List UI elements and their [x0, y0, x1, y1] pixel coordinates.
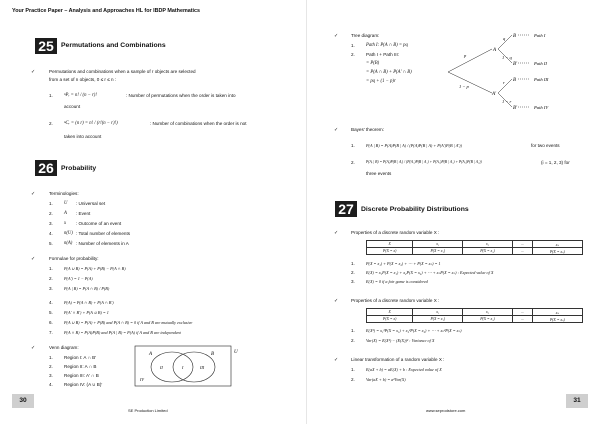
check-icon: ✓: [334, 127, 339, 133]
paragraph-line: : Number of combinations when the order is not: [150, 121, 247, 126]
tree-label-p: p: [464, 53, 467, 58]
table-header-cell: xₙ: [532, 309, 582, 316]
venn-label-b: B: [211, 352, 215, 357]
check-icon: ✓: [334, 230, 339, 236]
paragraph-line: taken into account: [64, 134, 102, 139]
venn-region-ii: II: [160, 365, 163, 370]
list-item-text: P(A | B) = P(A ∩ B) / P(B): [64, 286, 110, 291]
paragraph-line: account: [64, 104, 81, 109]
formula-note: for two events: [531, 143, 560, 148]
path-label: Path I: [534, 33, 546, 38]
list-heading: Tree diagram:: [351, 33, 380, 38]
list-number: 2.: [49, 121, 53, 126]
list-item-text: P(A′ ∩ B′) + P(A ∪ B) = 1: [64, 310, 109, 315]
check-icon: ✓: [31, 345, 36, 351]
tree-diagram: [446, 26, 594, 118]
tree-node-a: A: [493, 48, 497, 53]
list-number: 2.: [351, 270, 355, 275]
list-item-text: Region I: A ∩ B′: [64, 355, 96, 360]
list-number: 3.: [49, 373, 53, 378]
formula: ⁿPᵣ = n! / (n − r)!: [64, 93, 97, 98]
formula: = P(A ∩ B) + P(A′ ∩ B): [366, 70, 412, 75]
list-item-text: : Event: [76, 211, 91, 216]
venn-region-iii: III: [200, 365, 205, 370]
list-item-text: Var(aX + b) = a²Var(X): [366, 377, 406, 382]
formula-note: three events: [366, 171, 392, 176]
check-icon: ✓: [334, 357, 339, 363]
list-item-text: : Total number of elements: [76, 231, 131, 236]
list-number: 2.: [351, 52, 355, 57]
table-header-cell: x₂: [463, 309, 513, 316]
path-label: Path III: [534, 77, 549, 82]
table-cell: P(X = x₁): [413, 316, 463, 323]
formula: = P(B): [366, 61, 380, 66]
check-icon: ✓: [334, 298, 339, 304]
list-item-text: P(A ∪ B) = P(A) + P(B) − P(A ∩ B): [64, 266, 126, 271]
list-item-text: P(A ∩ B) = P(A)P(B) and P(A | B) = P(A) if A and B are independent: [64, 330, 181, 335]
formula: = pq + (1 − p)r: [366, 79, 396, 84]
table-cell: P(X = x₁): [413, 248, 463, 255]
list-item-text: E(X) = x₁P(X = x₁) + x₂P(X = x₂) + ⋯ + xₙP(X = xₙ) : Expected value of X: [366, 270, 494, 275]
list-item-text: : Outcome of an event: [76, 221, 122, 226]
list-number: 2.: [351, 160, 355, 165]
page-number-right: 31: [566, 394, 588, 408]
check-icon: ✓: [31, 191, 36, 197]
venn-region-i: I: [182, 365, 184, 370]
list-item-text: P(X = x₁) + P(X = x₂) + ⋯ + P(X = xₙ) = 1: [366, 261, 441, 266]
footer-website: www.seprodstore.com: [426, 408, 466, 413]
list-number: 4.: [49, 231, 53, 236]
list-number: 1.: [351, 261, 355, 266]
list-item-text: Var(X) = E(X²) − (E(X))² : Variance of X: [366, 338, 435, 343]
list-item-text: Region III: A′ ∩ B: [64, 373, 99, 378]
set-a-circle: [151, 352, 193, 382]
formula: Path I: P(A ∩ B) = pq: [366, 43, 408, 48]
list-number: 3.: [49, 221, 53, 226]
section-number-badge: 27: [335, 201, 357, 217]
venn-label-a: A: [149, 352, 153, 357]
list-number: 4.: [49, 382, 53, 387]
list-number: 2.: [49, 211, 53, 216]
list-number: 1.: [351, 367, 355, 372]
paragraph-line: from a set of n objects, 0 ≤ r ≤ n :: [49, 77, 117, 82]
list-number: 2.: [49, 364, 53, 369]
tree-label-1-q: 1 − q: [502, 55, 512, 60]
term-symbol: n(U): [64, 231, 73, 236]
table-header-cell: x₁: [413, 309, 463, 316]
list-number: 2.: [351, 338, 355, 343]
probability-table: [366, 240, 583, 255]
paragraph-line: Permutations and combinations when a sample of r objects are selected: [49, 69, 196, 74]
term-symbol: x: [64, 221, 67, 226]
list-heading: Venn diagram:: [49, 345, 79, 350]
page-number-left: 30: [12, 394, 34, 408]
list-item-text: P(A) = P(A ∩ B) + P(A ∩ B′): [64, 300, 114, 305]
list-item-text: : Number of elements in A: [76, 241, 129, 246]
list-item-text: E(aX + b) = aE(X) + b : Expected value of X: [366, 367, 442, 372]
formula: Path I + Path III:: [366, 52, 400, 57]
tree-label-q: q: [503, 36, 506, 41]
tree-label-1-p: 1 − p: [459, 84, 469, 89]
list-number: 6.: [49, 320, 53, 325]
path-label: Path II: [534, 61, 547, 66]
table-header-cell: x₁: [413, 241, 463, 248]
table-cell: ...: [512, 248, 532, 255]
list-number: 5.: [49, 310, 53, 315]
set-b-circle: [173, 352, 215, 382]
paragraph-line: : Number of permutations when the order is taken into: [126, 93, 236, 98]
tree-node-a-prime: A′: [492, 92, 497, 97]
list-number: 1.: [49, 266, 53, 271]
table-cell: P(X = xₙ): [532, 248, 582, 255]
term-symbol: n(A): [64, 241, 73, 246]
table-header-cell: xₙ: [532, 241, 582, 248]
list-number: 1.: [351, 43, 355, 48]
tree-node-b-prime: B′: [513, 62, 518, 67]
list-number: 7.: [49, 330, 53, 335]
tree-node-b: B: [513, 78, 517, 83]
table-cell: ...: [512, 316, 532, 323]
table-header-cell: X: [367, 309, 413, 316]
check-icon: ✓: [31, 69, 36, 75]
formula: P(Aᵢ | B) = P(Aᵢ)P(B | Aᵢ) / (P(A₁)P(B | A₁) + P(A₂)P(B | A₂) + P(A₃)P(B | A₃)): [366, 160, 482, 164]
venn-diagram: [134, 345, 242, 387]
list-heading: Bayes’ theorem:: [351, 127, 385, 132]
table-header-cell: ...: [512, 241, 532, 248]
list-number: 2.: [49, 276, 53, 281]
list-heading: Linear transformation of a random variable X :: [351, 357, 445, 362]
list-heading: Properties of a discrete random variable X :: [351, 298, 440, 303]
list-item-text: Region II: A ∩ B: [64, 364, 97, 369]
table-cell: P(X = x): [367, 316, 413, 323]
table-cell: P(X = xₙ): [532, 316, 582, 323]
section-title: Discrete Probability Distributions: [361, 206, 469, 213]
formula: ⁿCᵣ = (n r) = n! / (r!(n − r)!): [64, 121, 118, 126]
list-number: 4.: [49, 300, 53, 305]
list-number: 1.: [49, 201, 53, 206]
section-number-badge: 25: [35, 38, 57, 54]
table-header-cell: ...: [512, 309, 532, 316]
table-header-cell: X: [367, 241, 413, 248]
table-cell: P(X = x₂): [463, 316, 513, 323]
section-number-badge: 26: [35, 160, 57, 176]
check-icon: ✓: [31, 256, 36, 262]
venn-label-u: U: [234, 350, 238, 355]
list-number: 1.: [49, 355, 53, 360]
formula-note: (i = 1, 2, 3) for: [541, 160, 570, 165]
list-item-text: Region IV: (A ∪ B)′: [64, 382, 103, 387]
list-number: 3.: [351, 279, 355, 284]
list-number: 1.: [49, 93, 53, 98]
list-item-text: E(X) = 0 if a fair game is considered: [366, 279, 428, 284]
list-item-text: P(A′) = 1 − P(A): [64, 276, 93, 281]
footer-publisher: SE Production Limited: [128, 408, 168, 413]
path-label: Path IV: [534, 105, 549, 110]
check-icon: ✓: [334, 33, 339, 39]
table-header-cell: x₂: [463, 241, 513, 248]
tree-label-r: r: [503, 80, 505, 85]
list-item-text: : Universal set: [76, 201, 106, 206]
list-number: 2.: [351, 377, 355, 382]
tree-label-1-r: 1 − r: [502, 99, 512, 104]
page-gutter: [306, 0, 307, 424]
list-heading: Terminologies:: [49, 191, 79, 196]
term-symbol: A: [64, 211, 67, 216]
list-number: 5.: [49, 241, 53, 246]
section-title: Probability: [61, 165, 97, 172]
term-symbol: U: [64, 201, 68, 206]
formula: P(A | B) = P(A)P(B | A) / (P(A)P(B | A) + P(A′)P(B | A′)): [366, 143, 462, 148]
list-number: 3.: [49, 286, 53, 291]
list-item-text: P(A ∪ B) = P(A) + P(B) and P(A ∩ B) = 0 if A and B are mutually exclusive: [64, 320, 193, 325]
probability-table: [366, 308, 583, 323]
tree-node-b: B: [513, 34, 517, 39]
table-cell: P(X = x₂): [463, 248, 513, 255]
list-number: 1.: [351, 328, 355, 333]
list-heading: Properties of a discrete random variable X :: [351, 230, 440, 235]
table-cell: P(X = x): [367, 248, 413, 255]
venn-region-iv: IV: [140, 377, 144, 382]
list-item-text: E(X²) = x₁²P(X = x₁) + x₂²P(X = x₂) + ⋯ + xₙ²P(X = xₙ): [366, 328, 462, 333]
list-heading: Formulae for probability:: [49, 256, 99, 261]
section-title: Permutations and Combinations: [61, 42, 166, 49]
running-header: Your Practice Paper – Analysis and Approaches HL for IBDP Mathematics: [12, 8, 201, 14]
tree-node-b-prime: B′: [513, 106, 518, 111]
list-number: 1.: [351, 143, 355, 148]
